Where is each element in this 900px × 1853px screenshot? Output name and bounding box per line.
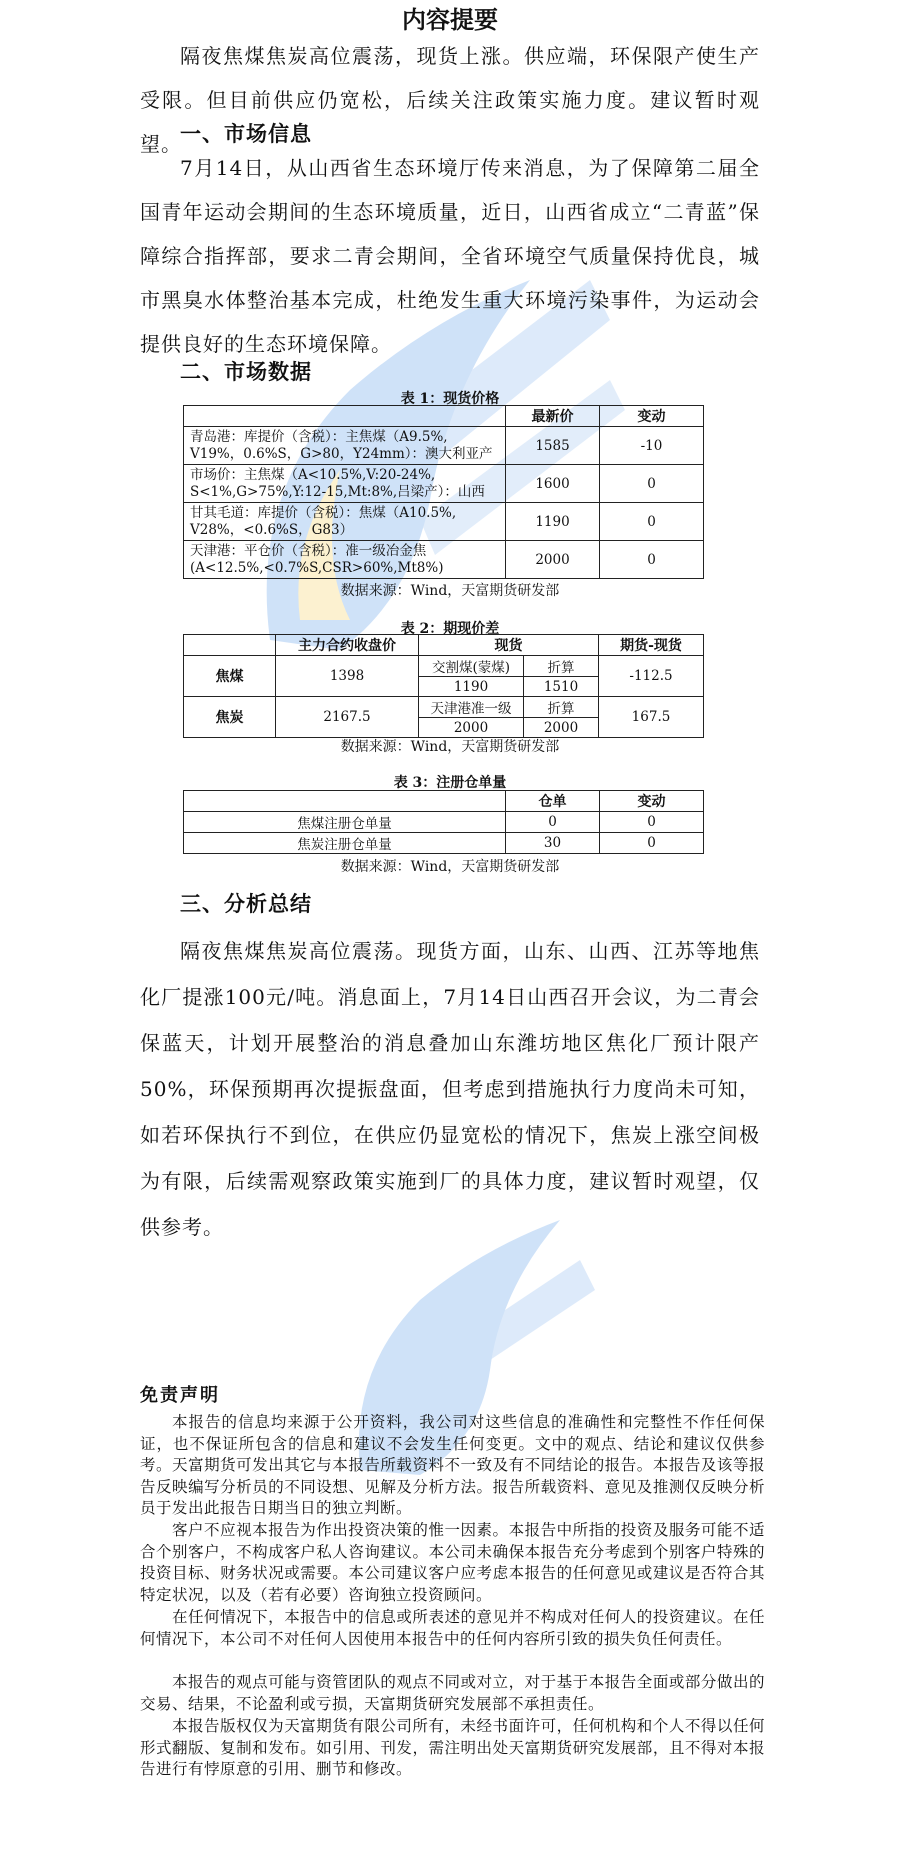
row-basis: -112.5 bbox=[599, 656, 704, 697]
table-row bbox=[184, 833, 704, 854]
row-name: 焦煤 bbox=[184, 656, 276, 697]
table1-caption: 表 1：现货价格 bbox=[400, 391, 500, 407]
row-name: 焦煤注册仓单量 bbox=[184, 812, 506, 833]
analysis-paragraph: 隔夜焦煤焦炭高位震荡。现货方面，山东、山西、江苏等地焦化厂提涨100元/吨。消息面上，7月14日山西召开会议，为二青会保蓝天，计划开展整治的消息叠加山东潍坊地区焦化厂预计限产50%，环保预期再次提振盘面，但考虑到措施执行力度尚未可知，如若环保执行不到位，在供应仍显宽松的情况下，焦炭上涨空间极为有限，后续需观察政策实施到厂的具体力度，建议暂时观望，仅供参考。 bbox=[140, 939, 760, 1239]
table2-header-futures: 主力合约收盘价 bbox=[276, 635, 419, 656]
row-change: 0 bbox=[600, 833, 704, 854]
row-futures: 2167.5 bbox=[276, 697, 419, 738]
disclaimer-paragraph-5: 本报告版权仅为天富期货有限公司所有，未经书面许可，任何机构和个人不得以任何形式翻版、复制和发布。如引用、刊发，需注明出处天富期货研究发展部，且不得对本报告进行有悖原意的引用、删节和修改。 bbox=[140, 1717, 765, 1778]
table-row bbox=[184, 465, 704, 503]
row-spot-price: 1190 bbox=[419, 677, 524, 697]
row-name: 青岛港：库提价（含税）：主焦煤（A9.5%, V19%，0.6%S，G>80，Y24mm）：澳大利亚产 bbox=[184, 427, 506, 465]
section-heading-market-info: 一、市场信息 bbox=[180, 122, 312, 146]
row-name: 甘其毛道：库提价（含税）：焦煤（A10.5%, V28%，<0.6%S，G83） bbox=[184, 503, 506, 541]
warehouse-receipt-table bbox=[183, 790, 704, 854]
section-heading-analysis: 三、分析总结 bbox=[180, 892, 312, 916]
disclaimer-paragraph-2: 客户不应视本报告为作出投资决策的惟一因素。本报告中所指的投资及服务可能不适合个别客户，不构成客户私人咨询建议。本公司未确保本报告充分考虑到个别客户特殊的投资目标、财务状况或需要。本公司建议客户应考虑本报告的任何意见或建议是否符合其特定状况，以及（若有必要）咨询独立投资顾问。 bbox=[140, 1521, 765, 1604]
row-spot-calc: 2000 bbox=[524, 718, 599, 738]
table-row bbox=[184, 503, 704, 541]
row-change: 0 bbox=[600, 541, 704, 579]
table3-caption: 表 3：注册仓单量 bbox=[393, 775, 507, 791]
table3-source: 数据来源：Wind，天富期货研发部 bbox=[340, 859, 560, 875]
table2-header-basis: 期货-现货 bbox=[599, 635, 704, 656]
row-price: 1585 bbox=[506, 427, 600, 465]
row-name: 焦炭注册仓单量 bbox=[184, 833, 506, 854]
table-row bbox=[184, 541, 704, 579]
disclaimer-paragraph-4: 本报告的观点可能与资管团队的观点不同或对立，对于基于本报告全面或部分做出的交易、结果，不论盈利或亏损，天富期货研究发展部不承担责任。 bbox=[140, 1673, 765, 1713]
row-basis: 167.5 bbox=[599, 697, 704, 738]
row-change: 0 bbox=[600, 812, 704, 833]
disclaimer-paragraph-1: 本报告的信息均来源于公开资料，我公司对这些信息的准确性和完整性不作任何保证，也不保证所包含的信息和建议不会发生任何变更。文中的观点、结论和建议仅供参考。天富期货可发出其它与本报告所载资料不一致及有不同结论的报告。本报告及该等报告反映编写分析员的不同设想、见解及分析方法。报告所载资料、意见及推测仅反映分析员于发出此报告日期当日的独立判断。 bbox=[140, 1413, 765, 1517]
row-spot-name: 天津港准一级 bbox=[419, 697, 524, 718]
row-spot-name: 交割煤(蒙煤) bbox=[419, 656, 524, 677]
spot-price-table bbox=[183, 405, 704, 579]
table3-header-name bbox=[184, 791, 506, 812]
table1-header-name bbox=[184, 406, 506, 427]
row-calc-label: 折算 bbox=[524, 697, 599, 718]
table2-header-name bbox=[184, 635, 276, 656]
row-price: 1190 bbox=[506, 503, 600, 541]
row-spot-calc: 1510 bbox=[524, 677, 599, 697]
row-price: 1600 bbox=[506, 465, 600, 503]
row-change: 0 bbox=[600, 503, 704, 541]
table2-caption: 表 2：期现价差 bbox=[400, 621, 500, 637]
summary-paragraph: 隔夜焦煤焦炭高位震荡，现货上涨。供应端，环保限产使生产受限。但目前供应仍宽松，后续关注政策实施力度。建议暂时观望。 bbox=[140, 44, 760, 156]
row-change: 0 bbox=[600, 465, 704, 503]
row-name: 焦炭 bbox=[184, 697, 276, 738]
summary-title: 内容提要 bbox=[402, 6, 498, 34]
market-info-paragraph: 7月14日，从山西省生态环境厅传来消息，为了保障第二届全国青年运动会期间的生态环境质量，近日，山西省成立“二青蓝”保障综合指挥部，要求二青会期间，全省环境空气质量保持优良，城市黑臭水体整治基本完成，杜绝发生重大环境污染事件，为运动会提供良好的生态环境保障。 bbox=[140, 156, 760, 356]
row-qty: 30 bbox=[506, 833, 600, 854]
row-change: -10 bbox=[600, 427, 704, 465]
table2-header-spot: 现货 bbox=[419, 635, 599, 656]
table-row bbox=[184, 697, 704, 718]
table3-header-change: 变动 bbox=[600, 791, 704, 812]
table1-source: 数据来源：Wind，天富期货研发部 bbox=[340, 583, 560, 599]
row-name: 市场价：主焦煤（A<10.5%,V:20-24%, S<1%,G>75%,Y:12-15,Mt:8%,吕梁产）：山西 bbox=[184, 465, 506, 503]
basis-table bbox=[183, 634, 704, 738]
row-price: 2000 bbox=[506, 541, 600, 579]
row-calc-label: 折算 bbox=[524, 656, 599, 677]
row-spot-price: 2000 bbox=[419, 718, 524, 738]
table1-header-change: 变动 bbox=[600, 406, 704, 427]
row-qty: 0 bbox=[506, 812, 600, 833]
disclaimer-heading: 免责声明 bbox=[140, 1385, 220, 1406]
section-heading-market-data: 二、市场数据 bbox=[180, 360, 312, 384]
table-row bbox=[184, 427, 704, 465]
table-row bbox=[184, 656, 704, 677]
disclaimer-paragraph-3: 在任何情况下，本报告中的信息或所表述的意见并不构成对任何人的投资建议。在任何情况下，本公司不对任何人因使用本报告中的任何内容所引致的损失负任何责任。 bbox=[140, 1608, 765, 1648]
table2-source: 数据来源：Wind，天富期货研发部 bbox=[340, 739, 560, 755]
table-row bbox=[184, 812, 704, 833]
table1-header-price: 最新价 bbox=[506, 406, 600, 427]
row-name: 天津港：平仓价（含税）：准一级冶金焦 (A<12.5%,<0.7%S,CSR>60%,Mt8%) bbox=[184, 541, 506, 579]
row-futures: 1398 bbox=[276, 656, 419, 697]
table3-header-qty: 仓单 bbox=[506, 791, 600, 812]
